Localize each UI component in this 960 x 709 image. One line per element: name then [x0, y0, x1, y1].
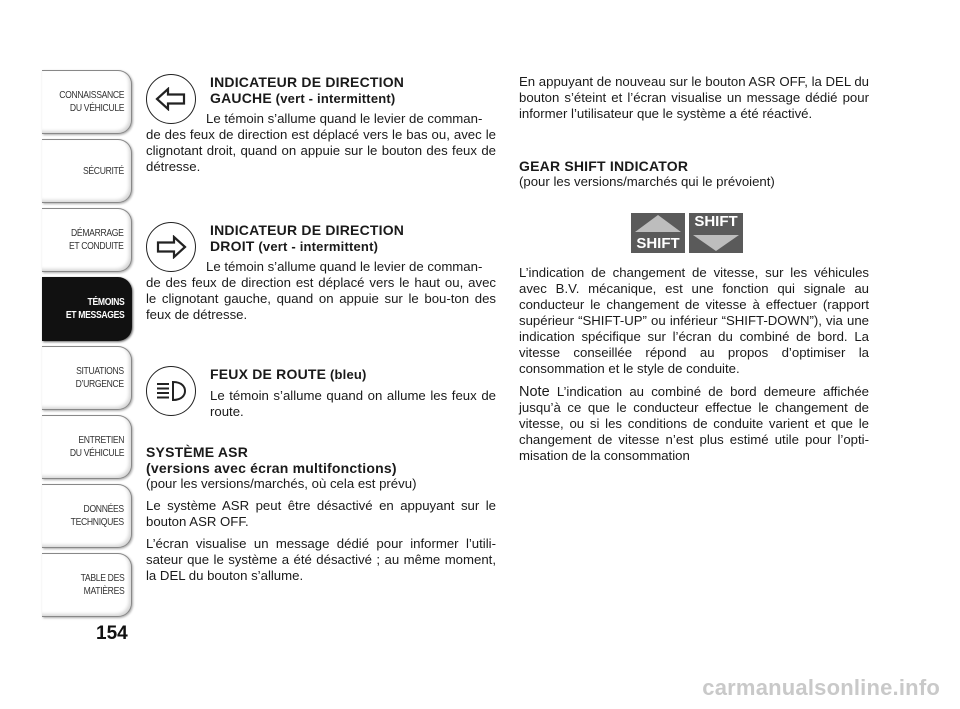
tab-label: ENTRETIEN DU VÉHICULE	[69, 434, 124, 459]
title-note: (vert - intermittent)	[254, 239, 379, 254]
left-turn-indicator-section	[146, 74, 496, 175]
title-line: INDICATEUR DE DIRECTION	[210, 222, 405, 238]
asr-subtitle: (versions avec écran multifonctions)	[146, 460, 397, 476]
body-text: Le témoin s’allume quand on allume les feux de route.	[210, 388, 496, 419]
tab-situations-d-urgence[interactable]	[42, 346, 132, 410]
text-first-line: Le témoin s’allume quand le levier de comman-	[206, 259, 483, 274]
tab-demarrage-et-conduite[interactable]	[42, 208, 132, 272]
gear-shift-section	[519, 158, 869, 190]
tab-label: DONNÉES TECHNIQUES	[70, 503, 124, 528]
section-title	[210, 74, 496, 107]
asr-title: SYSTÈME ASR	[146, 444, 249, 460]
body-text: de des feux de direction est déplacé vers le haut ou, avec le clignotant gauche, quand on appuie sur le bou-ton des feux de détresse.	[146, 275, 496, 322]
text-first-line: Le témoin s’allume quand le levier de comman-	[206, 111, 483, 126]
tab-label: SITUATIONS D’URGENCE	[75, 365, 124, 390]
left-arrow-icon	[146, 74, 196, 124]
shift-up-icon	[631, 213, 685, 253]
tab-table-des-matieres[interactable]	[42, 553, 132, 617]
shift-down-icon	[689, 213, 743, 253]
right-turn-indicator-section	[146, 222, 496, 323]
note-text: L’indication au combiné de bord demeure affichée jusqu’à ce que le conducteur effectue le changement de vitesse, ou si les conditions de conduite varient et que le changement de vitesse n’est plus estimé utile pour l’opti-misation de la consommation	[519, 384, 869, 463]
asr-paragraph-1: Le système ASR peut être désactivé en appuyant sur le bouton ASR OFF.	[146, 498, 496, 529]
tab-label: SÉCURITÉ	[83, 164, 124, 177]
section-title	[210, 366, 496, 383]
tab-label: TÉMOINS ET MESSAGES	[65, 296, 124, 321]
gsi-note: (pour les versions/marchés qui le prévoient)	[519, 174, 775, 189]
asr-section	[146, 444, 496, 584]
note-label: Note	[519, 384, 550, 400]
body-text: de des feux de direction est déplacé vers le bas ou, avec le clignotant droit, quand on appuie sur le bouton des feux de détresse.	[146, 127, 496, 174]
title-main: FEUX DE ROUTE	[210, 366, 327, 382]
section-title	[210, 222, 496, 255]
title-direction: GAUCHE	[210, 90, 272, 106]
tab-entretien-du-vehicule[interactable]	[42, 415, 132, 479]
asr-reactivation-paragraph: En appuyant de nouveau sur le bouton ASR OFF, la DEL du bouton s’éteint et l’écran visualise un message dédié pour informer l’utilisateur que le système a été réactivé.	[519, 74, 869, 121]
tab-donnees-techniques[interactable]	[42, 484, 132, 548]
title-note: (vert - intermittent)	[271, 91, 396, 106]
tab-label: DÉMARRAGE ET CONDUITE	[69, 227, 124, 252]
tab-label: TABLE DES MATIÈRES	[80, 572, 124, 597]
page-number: 154	[96, 623, 128, 644]
tab-label: CONNAISSANCE DU VÉHICULE	[59, 89, 124, 114]
asr-note: (pour les versions/marchés, où cela est prévu)	[146, 476, 417, 491]
watermark: carmanualsonline.info	[702, 675, 940, 700]
high-beam-section	[146, 366, 496, 420]
tab-securite[interactable]	[42, 139, 132, 203]
right-arrow-icon	[146, 222, 196, 272]
title-note: (bleu)	[326, 367, 367, 382]
title-line: INDICATEUR DE DIRECTION	[210, 74, 405, 90]
tab-temoins-et-messages[interactable]	[42, 277, 132, 341]
gsi-paragraph: L’indication de changement de vitesse, sur les véhicules avec B.V. mécanique, est une fonction qui signale au conducteur le changement de vitesse à effectuer (rapport supérieur “SHIFT-UP” ou inférieur “SHIFT-DOWN”), via une indication spécifique sur l’écran du combiné de bord. La vitesse conseillée répond au propos d’optimiser la consommation et le style de conduite.	[519, 265, 869, 376]
high-beam-icon	[146, 366, 196, 416]
asr-paragraph-2: L’écran visualise un message dédié pour informer l’utili-sateur que le système a été désactivé ; au même moment, la DEL du bouton s’allume.	[146, 536, 496, 583]
shift-up-label: SHIFT	[636, 235, 680, 252]
gsi-title: GEAR SHIFT INDICATOR	[519, 158, 689, 174]
shift-down-label: SHIFT	[694, 213, 738, 230]
note-paragraph	[519, 384, 869, 464]
right-column	[519, 74, 869, 463]
title-direction: DROIT	[210, 238, 255, 254]
tab-connaissance-du-vehicule[interactable]	[42, 70, 132, 134]
shift-indicator-graphic	[631, 213, 743, 253]
